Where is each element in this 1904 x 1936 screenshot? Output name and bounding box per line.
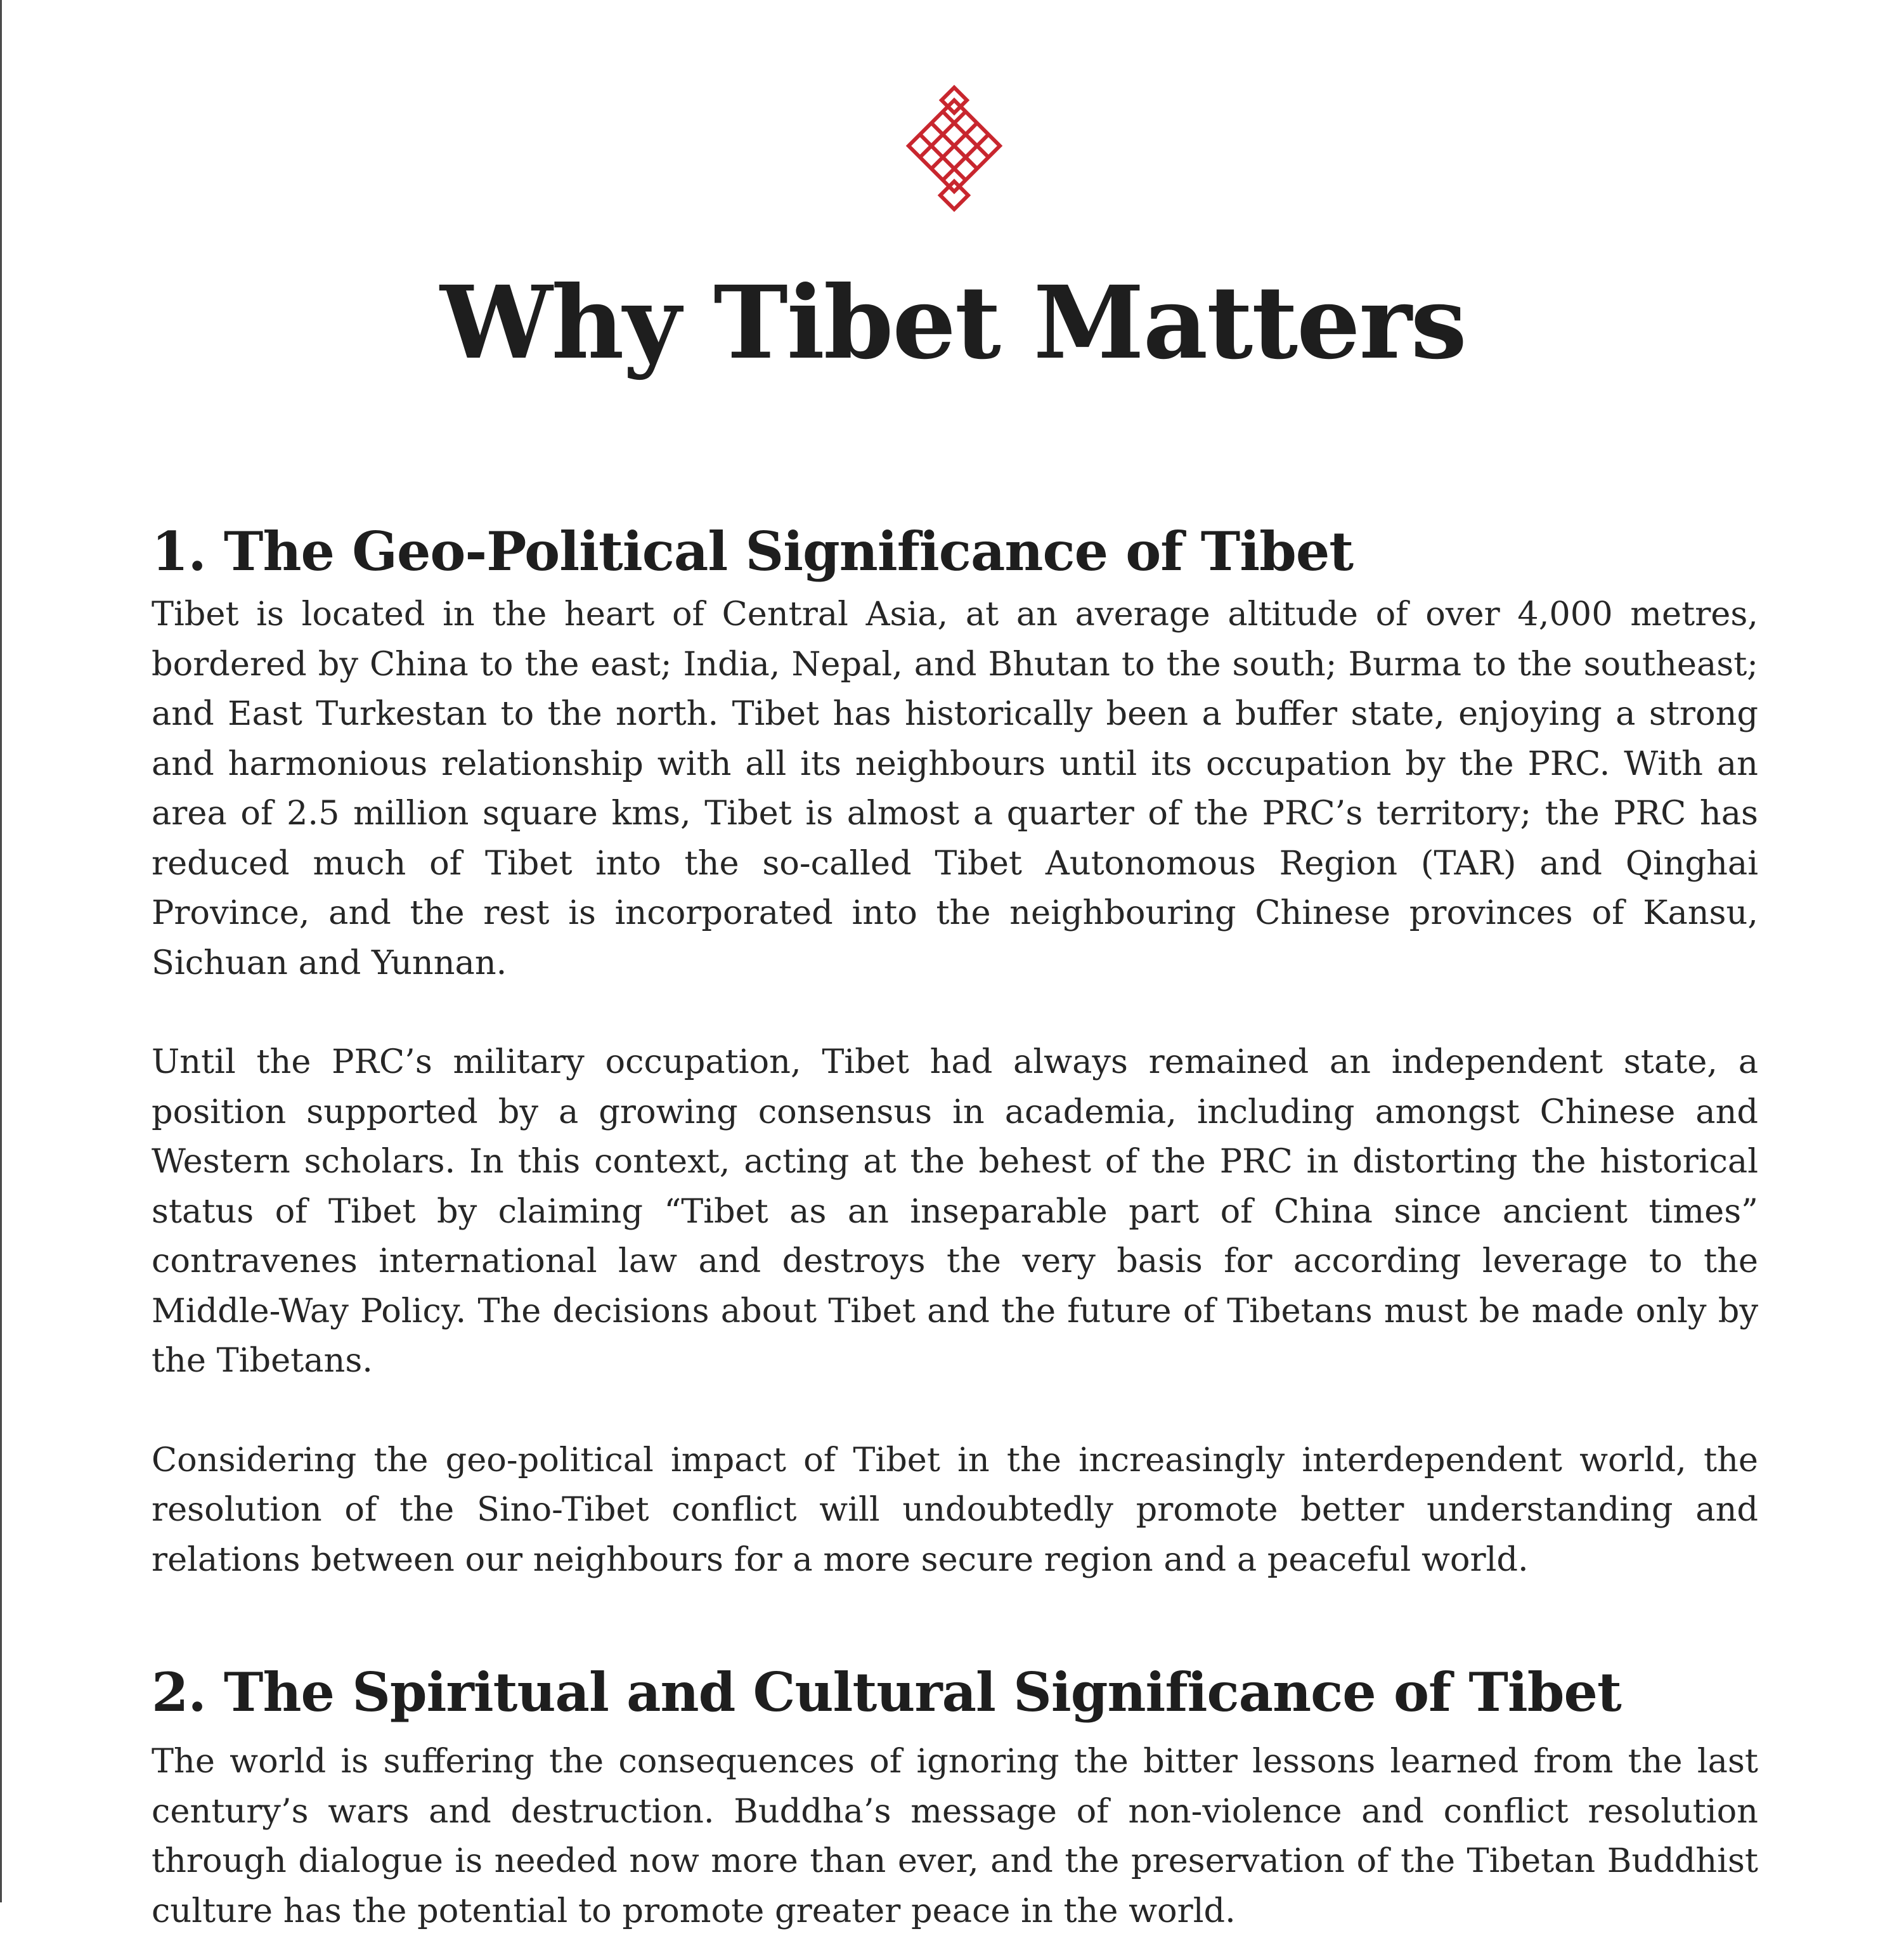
paragraph: Tibet is located in the heart of Central Asia, at an average altitude of over 4,000 metres, bordered by China to the east; India, Nepal, and Bhutan to the south; Burma to the southeast; and East Turkestan to the north. Tibet has historically been a buffer state, enjoying a strong and harmonious relationship with all its neighbours until its occupation by the PRC. With an area of 2.5 million square kms, Tibet is almost a quarter of the PRC’s territory; the PRC has reduced much of Tibet into the so-called Tibet Autonomous Region (TAR) and Qinghai Province, and the rest is incorporated into the neighbouring Chinese provinces of Kansu, Sichuan and Yunnan. (152, 595, 1758, 982)
paragraph: Considering the geo-political impact of Tibet in the increasingly interdependent world, the resolution of the Sino-Tibet conflict will undoubtedly promote better understanding and relations between our neighbours for a more secure region and a peaceful world. (152, 1440, 1758, 1579)
section-heading-geo-political: 1. The Geo-Political Significance of Tibet (152, 520, 1354, 583)
paragraph: Until the PRC’s military occupation, Tibet had always remained an independent state, a position supported by a growing consensus in academia, including amongst Chinese and Western scholars. In this context, acting at the behest of the PRC in distorting the historical status of Tibet by claiming “Tibet as an inseparable part of China since ancient times” contravenes international law and destroys the very basis for according leverage to the Middle-Way Policy. The decisions about Tibet and the future of Tibetans must be made only by the Tibetans. (152, 1043, 1758, 1380)
paragraph: The world is suffering the consequences of ignoring the bitter lessons learned from the last century’s wars and destruction. Buddha’s message of non-violence and conflict resolution through dialogue is needed now more than ever, and the preservation of the Tibetan Buddhist culture has the potential to promote greater peace in the world. (152, 1742, 1758, 1930)
section-heading-spiritual-cultural: 2. The Spiritual and Cultural Significance of Tibet (152, 1661, 1621, 1724)
endless-knot-icon (906, 85, 1002, 211)
page-title: Why Tibet Matters (440, 264, 1466, 382)
document-body (152, 514, 1758, 1936)
